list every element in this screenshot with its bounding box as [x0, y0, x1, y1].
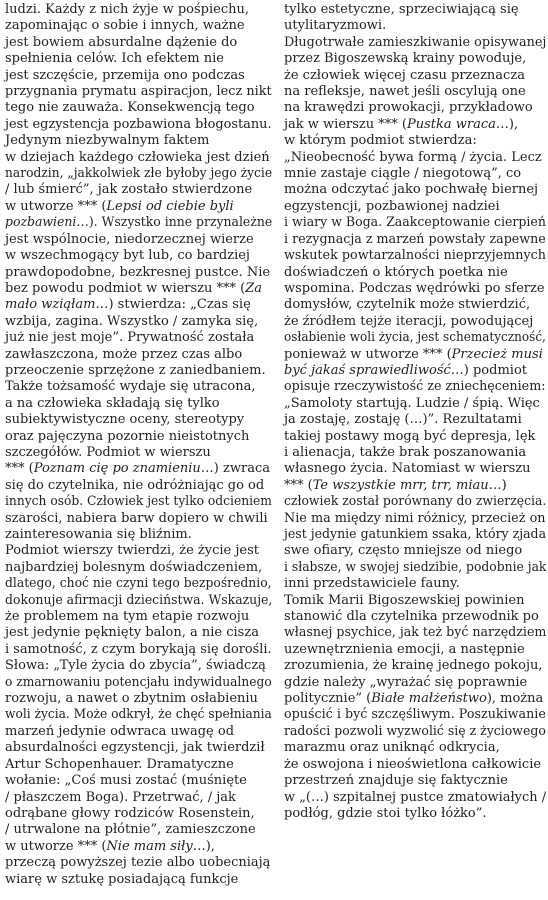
text-line — [284, 133, 546, 149]
text-segment: i alienacja, także brak poszanowania — [284, 444, 527, 460]
text-segment: ), — [508, 116, 519, 132]
text-segment: szczegółów. Podmiot w wierszu — [5, 444, 211, 460]
text-line — [284, 396, 546, 412]
text-segment: przeczą powyższej tezie albo uobecniają — [5, 855, 271, 871]
text-line — [284, 330, 546, 346]
text-line — [284, 347, 546, 363]
text-segment: marazmu oraz uniknąć odkrycia, — [284, 740, 500, 756]
text-line — [5, 2, 272, 18]
text-segment: „Nieobecność bywa formą / życia. Lecz — [284, 149, 542, 165]
text-segment: Podmiot wierszy twierdzi, że życie jest — [5, 543, 259, 559]
text-line — [5, 68, 272, 84]
text-segment: oraz pajęczyna pozornie nieistotnych — [5, 428, 250, 444]
text-line — [5, 248, 272, 264]
text-segment: Długotrwałe zamieszkiwanie opisywanej — [284, 34, 547, 50]
text-segment: człowiek został porównany do zwierzęcia. — [284, 494, 547, 510]
text-line — [5, 872, 272, 888]
italic-title-segment: Te wszystkie mrr, trr, miau… — [312, 477, 502, 493]
text-line — [284, 642, 546, 658]
text-line — [5, 51, 272, 67]
text-segment: jest egzystencja pozbawiona błogostanu. — [5, 116, 272, 132]
text-line — [5, 658, 272, 674]
text-segment: jest szczęście, przemija ono podczas — [5, 67, 245, 83]
text-line — [284, 265, 546, 281]
text-segment: zainteresowania się bliźnim. — [5, 527, 192, 542]
text-segment: ). Wszystko inne przynależne — [88, 215, 273, 231]
text-line — [284, 691, 546, 707]
text-segment: tylko estetyczne, sprzeciwiającą się — [284, 2, 519, 17]
text-line — [284, 478, 546, 494]
text-segment: na krawędzi prowokacji, przykładowo — [284, 100, 533, 116]
text-line — [5, 674, 272, 691]
text-segment: wzbija, zagina. Wszystko / zamyka się, — [5, 313, 259, 329]
text-line — [5, 527, 272, 543]
text-segment: że problemem na tym etapie rozwoju — [5, 609, 250, 625]
text-segment: się do czytelnika, nie odróżniając go od — [5, 477, 265, 493]
text-segment: takiej postawy mogą być depresja, lęk — [284, 428, 536, 444]
text-segment: że człowiek więcej czasu przeznacza — [284, 67, 525, 83]
text-line — [284, 215, 546, 231]
text-segment: ponieważ w utworze *** ( — [284, 346, 452, 362]
text-segment: można odczytać jako pochwałę biernej — [284, 182, 539, 198]
text-line — [5, 199, 272, 215]
text-segment: wiarę w sztukę posiadającą funkcje — [5, 871, 239, 887]
text-segment: najbardziej bolesnym doświadczeniem, — [5, 559, 263, 575]
text-line — [5, 543, 272, 559]
text-segment: Nie ma między nimi różnicy, przecież on — [284, 510, 546, 526]
text-segment: rozwoju, a nawet o zbytnim osłabieniu — [5, 691, 258, 707]
italic-title-segment: Białe małżeństwo — [371, 691, 487, 707]
text-segment: przez Bigoszewską krainy powoduje, — [284, 51, 527, 67]
text-line — [284, 461, 546, 477]
text-segment: i słabsze, w swojej siedzibie, podobnie jak — [284, 559, 547, 575]
text-segment: absurdalności egzystencji, jak twierdził — [5, 740, 265, 756]
text-segment: w utworze *** ( — [5, 838, 107, 854]
text-line — [284, 314, 546, 330]
text-segment: podłóg, gdzie stoi tylko łóżko”. — [284, 805, 487, 821]
text-segment: w którym podmiot stwierdza: — [284, 133, 477, 149]
text-line — [284, 231, 546, 248]
text-line — [5, 215, 273, 231]
text-line — [5, 412, 272, 428]
text-line — [284, 757, 546, 773]
text-line — [284, 707, 546, 723]
text-line — [5, 133, 272, 149]
text-segment: *** ( — [5, 461, 34, 477]
text-line — [284, 445, 546, 461]
text-segment: ), można — [486, 691, 544, 707]
text-line — [5, 150, 272, 166]
text-line — [5, 347, 272, 363]
text-segment: „Samoloty startują. Ludzie / śpią. Więc — [284, 395, 540, 411]
italic-title-segment: Przecież musi — [451, 346, 543, 362]
text-line — [284, 494, 547, 510]
text-segment: swe ofiary, często mniejsze od niego — [284, 543, 523, 559]
text-line — [5, 806, 272, 822]
text-segment: ) zwraca — [213, 461, 270, 477]
text-line — [284, 51, 546, 67]
text-segment: stanowić dla czytelnika przewodnik po — [284, 609, 539, 625]
text-line — [284, 559, 547, 576]
text-segment: zrozumienia, że krainę jednego pokoju, — [284, 658, 543, 674]
text-segment: utylitaryzmowi. — [284, 18, 387, 34]
text-segment: Tomik Marii Bigoszewskiej powinien — [284, 592, 525, 608]
text-line — [284, 379, 546, 395]
text-segment: innych osób. Człowiek jest tylko odcieniem — [5, 494, 272, 510]
text-line — [284, 576, 546, 592]
text-segment: już nie jest moje”. Prywatność została — [5, 330, 255, 346]
text-segment: jak w wierszu *** ( — [284, 116, 407, 132]
text-line — [5, 117, 270, 133]
text-segment: osłabienie woli życia, jest schematyczność, — [284, 330, 546, 346]
text-line — [5, 232, 272, 248]
text-segment: ja zostaję, zostaję (…)”. Rezultatami — [284, 412, 522, 428]
text-segment: w dziejach każdego człowieka jest dzień — [5, 149, 270, 165]
text-line — [284, 2, 546, 18]
text-line — [5, 576, 272, 592]
text-segment: Artur Schopenhauer. Dramatyczne — [5, 756, 234, 772]
italic-title-segment: Pustka wraca… — [406, 116, 509, 132]
italic-title-segment: Za — [245, 280, 263, 296]
text-segment: dlatego, choć nie czyni tego bezpośrednio, — [5, 576, 272, 592]
text-segment: spełnienia celów. Ich efektem nie — [5, 51, 224, 67]
text-segment: jest wspólnocie, niedorzecznej wierze — [5, 231, 254, 247]
text-line — [5, 330, 272, 346]
text-line — [284, 625, 547, 641]
text-line — [5, 740, 272, 756]
text-line — [284, 740, 546, 756]
text-segment: własnego życia. Natomiast w wierszu — [284, 461, 531, 477]
text-segment: ludzi. Każdy z nich żyje w pośpiechu, — [5, 2, 249, 17]
text-segment: w „(…) szpitalnej pustce zmatowiałych / — [284, 789, 547, 805]
text-segment: o zmarnowaniu potencjału indywidualnego — [5, 674, 272, 690]
text-line — [284, 34, 547, 51]
text-line — [5, 314, 272, 330]
text-line — [5, 560, 272, 576]
text-segment: zawłaszczona, może przez czas albo — [5, 346, 243, 362]
text-line — [5, 625, 272, 641]
text-line — [284, 527, 547, 543]
text-line — [5, 478, 272, 494]
text-line — [5, 839, 272, 855]
text-segment: *** ( — [284, 477, 313, 493]
text-line — [5, 822, 272, 838]
text-segment: ) stwierdza: „Czas się — [108, 297, 251, 313]
text-line — [284, 248, 547, 264]
text-line — [284, 510, 546, 527]
text-line — [284, 412, 546, 428]
text-segment: egzystencji, pozbawionej nadziei — [284, 198, 500, 214]
text-line — [5, 494, 272, 510]
text-segment: jest jedynie pęknięty balon, a nie cisza — [5, 625, 259, 641]
text-line — [284, 166, 546, 182]
text-line — [284, 593, 546, 609]
text-line — [284, 806, 546, 822]
text-segment: marzeń jedynie odwraca uwagę od — [5, 723, 235, 739]
text-line — [5, 429, 272, 445]
text-line — [5, 773, 272, 789]
text-line — [284, 199, 546, 215]
text-line — [284, 658, 546, 674]
text-segment: / utrwalone na płótnie”, zamieszczone — [5, 822, 256, 838]
text-segment: dokonuje afirmacji dzieciństwa. Wskazuje, — [5, 592, 273, 608]
italic-title-segment: Poznam cię po znamieniu… — [33, 461, 214, 477]
text-segment: że oswojona i nieoświetlona całkowicie — [284, 756, 542, 772]
text-line — [284, 297, 546, 313]
text-segment: tego nie zauważa. Konsekwencją tego — [5, 100, 255, 116]
text-segment: odrąbane głowy rodziców Rosenstein, — [5, 805, 255, 821]
text-segment: ) podmiot — [463, 362, 527, 378]
text-segment: opuścić i być szczęśliwym. Poszukiwanie — [284, 707, 546, 723]
text-segment: doświadczeń o których poetka nie — [284, 264, 508, 280]
text-segment: opisuje rzeczywistość ze zniechęceniem: — [284, 379, 546, 395]
text-line — [5, 592, 273, 609]
text-line — [284, 150, 546, 166]
text-line — [5, 707, 272, 723]
text-line — [5, 724, 272, 740]
text-line — [284, 117, 546, 133]
text-segment: na refleksje, nawet jeśli oscylują one — [284, 84, 526, 100]
text-line — [284, 790, 545, 806]
text-segment: woli życia. Może odkrył, że chęć spełniania — [5, 707, 272, 723]
text-segment: przeoczenie sprzężone z zaniedbaniem. — [5, 362, 266, 378]
text-segment: i samotność, z czym borykają się dorośli. — [5, 641, 272, 657]
text-line — [284, 723, 546, 740]
text-segment: politycznie” ( — [284, 691, 372, 707]
italic-title-segment: być jakaś sprawiedliwość… — [284, 362, 464, 378]
text-line — [284, 609, 546, 625]
text-line — [5, 363, 272, 379]
text-line — [5, 297, 272, 313]
text-segment: Także tożsamość wydaje się utracona, — [5, 379, 256, 395]
italic-title-segment: Nie mam siły… — [106, 838, 206, 854]
text-segment: mnie zastaje ciągle / niegotową”, co — [284, 166, 522, 182]
text-line — [5, 855, 272, 871]
text-line — [5, 790, 272, 806]
text-segment: / lub śmierć”, jak zostało stwierdzone — [5, 182, 253, 198]
text-line — [284, 543, 546, 559]
text-line — [284, 182, 546, 198]
text-line — [5, 18, 272, 34]
text-segment: i wiary w Boga. Zaakceptowanie cierpień — [284, 215, 546, 231]
text-segment: wskutek powtarzalności nieprzyjemnych — [284, 248, 547, 264]
text-segment: narodzin, „jakkolwiek złe byłoby jego życie — [5, 166, 273, 182]
text-segment: gdzie należy „wyrażać się poprawnie — [284, 674, 528, 690]
text-segment: uzewnętrznienia emocji, a następnie — [284, 641, 525, 657]
text-line — [5, 757, 272, 773]
text-segment: ) — [501, 477, 507, 493]
text-line — [5, 396, 272, 412]
text-line — [284, 100, 546, 116]
text-segment: radości pozwoli wyzwolić się z życiowego — [284, 723, 546, 739]
italic-title-segment: Lepsi od ciebie byli — [106, 198, 234, 214]
text-segment: jest bowiem absurdalne dążenie do — [5, 34, 238, 50]
text-segment: jest jedynie gatunkiem ssaka, który zjada — [284, 527, 547, 542]
text-line — [5, 445, 272, 461]
text-line — [5, 35, 272, 51]
text-segment: inni przedstawiciele fauny. — [284, 576, 460, 592]
text-segment: w utworze *** ( — [5, 198, 107, 214]
text-segment: wołanie: „Coś musi zostać (muśnięte — [5, 773, 247, 789]
text-line — [284, 773, 546, 789]
text-line — [284, 68, 546, 84]
text-segment: subiektywistyczne oceny, stereotypy — [5, 412, 245, 428]
text-line — [5, 379, 272, 395]
text-segment: Słowa: „Tyle życia do zbycia”, świadczą — [5, 658, 266, 674]
text-segment: przestrzeń znajduje się faktycznie — [284, 773, 508, 789]
text-line — [5, 281, 272, 297]
text-line — [284, 675, 546, 691]
text-segment: bez powodu podmiot w wierszu *** ( — [5, 280, 246, 296]
text-line — [284, 84, 546, 100]
text-line — [284, 281, 546, 297]
text-segment: / płaszczem Boga). Przetrwać, / jak — [5, 789, 236, 805]
text-segment: przygnania prymatu aspiracjon, lecz nikt — [5, 84, 272, 100]
text-line — [5, 182, 272, 198]
text-segment: zapominając o sobie i innych, ważne — [5, 18, 245, 34]
text-column-right — [284, 2, 546, 822]
text-segment: domysłów, czytelnik może stwierdzić, — [284, 297, 531, 313]
text-line — [5, 642, 270, 658]
text-segment: ), — [205, 838, 215, 854]
text-segment: Jedynym niezbywalnym faktem — [5, 133, 210, 149]
text-line — [5, 265, 272, 281]
text-line — [284, 18, 546, 34]
text-segment: wspomina. Podczas wędrówki po sferze — [284, 280, 545, 296]
text-line — [5, 691, 272, 707]
text-segment: prawdopodobne, bezkresnej pustce. Nie — [5, 264, 271, 280]
text-column-left — [5, 2, 272, 888]
text-segment: i rezygnacja z marzeń powstały zapewne — [284, 231, 546, 247]
text-line — [5, 511, 272, 527]
text-line — [5, 100, 272, 116]
italic-title-segment: pozbawieni… — [5, 215, 89, 231]
text-line — [5, 84, 272, 100]
text-line — [284, 363, 546, 379]
text-segment: a na człowieka składają się tylko — [5, 395, 220, 411]
text-line — [5, 609, 272, 625]
text-segment: własnej psychice, jak też być narzędziem — [284, 625, 547, 641]
text-line — [284, 429, 546, 445]
text-segment: że źródłem tejże iteracji, powodującej — [284, 313, 534, 329]
text-segment: szarości, nabiera barw dopiero w chwili — [5, 510, 268, 526]
text-segment: w wszechmogący byt lub, co bardziej — [5, 248, 250, 264]
text-line — [5, 166, 273, 182]
italic-title-segment: mało wziąłam… — [5, 297, 109, 313]
text-line — [5, 461, 272, 477]
